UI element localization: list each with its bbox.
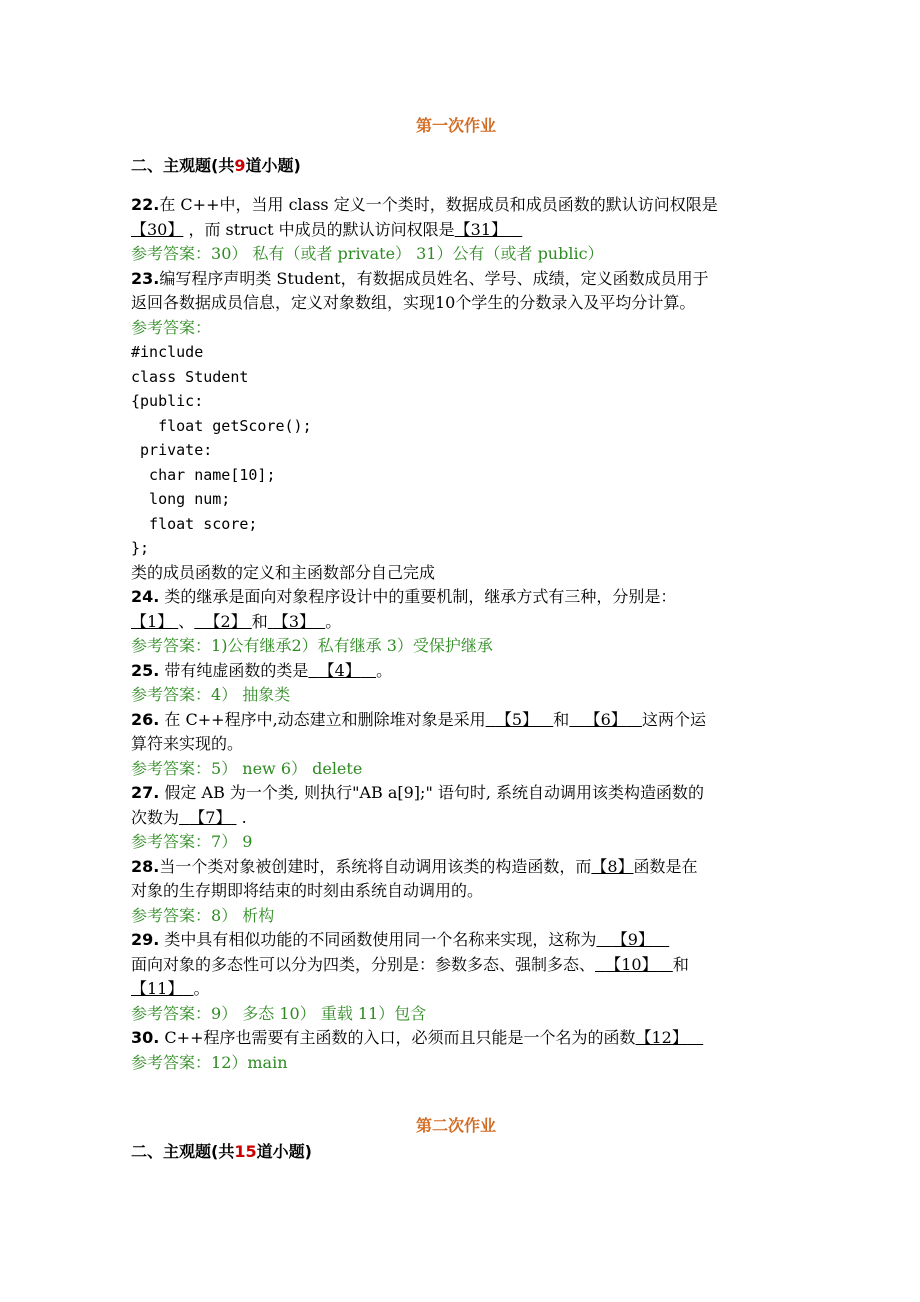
q29-answer: 参考答案：9） 多态 10） 重载 11）包含 <box>131 1003 427 1023</box>
q22-answer: 参考答案：30） 私有（或者 private） 31）公有（或者 public） <box>131 244 604 263</box>
code-line: float getScore(); <box>131 416 312 435</box>
q29-line2: 面向对象的多态性可以分为四类，分别是：参数多态、强制多态、 【10】 和 <box>131 954 689 974</box>
q26-line1: 26. 在 C++程序中,动态建立和删除堆对象是采用 【5】 和 【6】 这两个运 <box>131 709 707 729</box>
q24-line1: 24. 类的继承是面向对象程序设计中的重要机制，继承方式有三种，分别是： <box>131 587 677 606</box>
q26-answer: 参考答案：5） new 6） delete <box>131 758 363 778</box>
section2-heading: 二、主观题(共15道小题) <box>131 1142 312 1161</box>
q24-blank-3: 【3】 <box>272 611 316 631</box>
q28-blank-8: 【8】 <box>591 856 634 876</box>
code-line: {public: <box>131 392 204 410</box>
q27-blank-7: 【7】 <box>189 807 232 827</box>
q22-line2: 【30】 ，而 struct 中成员的默认访问权限是【31】 <box>131 219 508 239</box>
q28-line2: 对象的生存期即将结束的时刻由系统自动调用的。 <box>131 881 484 900</box>
section2-title: 第二次作业 <box>415 1116 496 1135</box>
q30-answer: 参考答案：12）main <box>131 1052 288 1072</box>
q25-blank-4: 【4】 <box>318 660 361 680</box>
q24-blank-1: 【1】 <box>131 611 174 631</box>
q27-answer: 参考答案：7） 9 <box>131 832 253 851</box>
q26-line2: 算符来实现的。 <box>131 734 244 753</box>
code-line: }; <box>131 539 150 557</box>
q25-line1: 25. 带有纯虚函数的类是 【4】 。 <box>131 660 393 680</box>
code-line: private: <box>131 441 213 459</box>
q28-answer: 参考答案：8） 析构 <box>131 905 275 925</box>
q22-blank-31: 【31】 <box>454 219 508 239</box>
q23-note: 类的成员函数的定义和主函数部分自己完成 <box>131 562 436 582</box>
q27-line1: 27. 假定 AB 为一个类, 则执行"AB a[9];" 语句时, 系统自动调用该类构造函数的 <box>131 783 705 802</box>
q24-answer: 参考答案：1)公有继承2）私有继承 3）受保护继承 <box>131 636 493 655</box>
q26-blank-5: 【5】 <box>495 709 539 729</box>
q29-line3: 【11】 。 <box>131 979 210 998</box>
q23-line1: 23.编写程序声明类 Student，有数据成员姓名、学号、成绩，定义函数成员用于 <box>131 268 709 288</box>
q27-line2: 次数为 【7】 . <box>131 807 247 827</box>
section1-title: 第一次作业 <box>415 116 496 135</box>
q29-blank-10: 【10】 <box>605 954 658 974</box>
q29-blank-9: 【9】 <box>611 930 654 949</box>
code-line: #include <box>131 343 204 361</box>
question-list <box>131 193 783 1075</box>
q24-line2: 【1】 、 【2】 和 【3】 。 <box>131 611 342 631</box>
code-line: char name[10]; <box>131 465 276 484</box>
q24-blank-2: 【2】 <box>204 611 247 631</box>
q29-blank-11: 【11】 <box>131 979 184 998</box>
code-line: long num; <box>131 490 231 508</box>
q25-answer: 参考答案：4） 抽象类 <box>131 685 291 704</box>
q29-line1: 29. 类中具有相似功能的不同函数使用同一个名称来实现，这称为 【9】 <box>131 930 654 949</box>
q28-line1: 28.当一个类对象被创建时，系统将自动调用该类的构造函数，而【8】函数是在 <box>131 856 698 876</box>
q26-blank-6: 【6】 <box>584 709 627 729</box>
q23-answer-label: 参考答案： <box>131 317 212 337</box>
q22-blank-30: 【30】 <box>131 219 184 239</box>
code-line: float score; <box>131 514 258 533</box>
q30-blank-12: 【12】 <box>635 1028 688 1047</box>
q30-line1: 30. C++程序也需要有主函数的入口，必须而且只能是一个名为的函数【12】 <box>131 1028 688 1047</box>
q23-line2: 返回各数据成员信息，定义对象数组，实现10个学生的分数录入及平均分计算。 <box>131 293 696 312</box>
section1-heading: 二、主观题(共9道小题) <box>131 156 301 175</box>
q22-line1: 22.在 C++中，当用 class 定义一个类时，数据成员和成员函数的默认访问权限是 <box>131 195 718 214</box>
code-line: class Student <box>131 367 249 386</box>
